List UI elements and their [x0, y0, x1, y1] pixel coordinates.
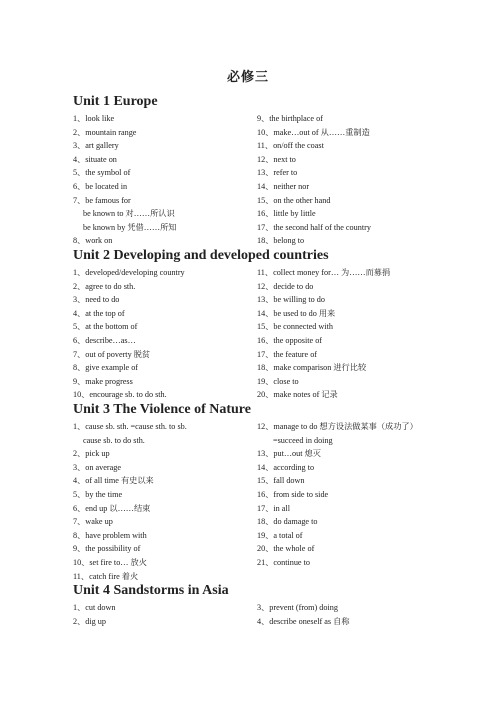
phrase-item: 2、dig up: [73, 616, 106, 626]
phrase-item: 12、manage to do 想方设法做某事（成功了）: [257, 422, 418, 431]
phrase-item: 11、on/off the coast: [257, 141, 324, 151]
unit-heading-1: Unit 1 Europe: [73, 94, 158, 109]
phrase-item: 1、developed/developing country: [73, 268, 185, 277]
unit-1-left-column: [73, 112, 253, 248]
phrase-item: 7、out of poverty 脱贫: [73, 349, 151, 359]
phrase-item: 13、refer to: [257, 168, 298, 178]
unit-heading-4: Unit 4 Sandstorms in Asia: [73, 583, 229, 598]
phrase-item: 5、the symbol of: [73, 168, 131, 178]
phrase-item: 15、fall down: [257, 476, 305, 486]
unit-3-right-column: [257, 420, 457, 570]
phrase-item: 7、wake up: [73, 517, 113, 527]
phrase-item: 4、of all time 有史以来: [73, 476, 154, 486]
unit-1-right-column: [257, 112, 457, 248]
unit-heading-2: Unit 2 Developing and developed countries: [73, 248, 329, 263]
phrase-item: 11、collect money for… 为……而募捐: [257, 268, 391, 277]
phrase-item: 1、cause sb. sth. =cause sth. to sb.: [73, 422, 187, 431]
phrase-item: be known by 凭借……所知: [83, 222, 177, 232]
phrase-item: 2、mountain range: [73, 127, 137, 137]
phrase-item: 19、a total of: [257, 530, 303, 540]
phrase-item: 2、pick up: [73, 449, 110, 459]
unit-2-left-column: [73, 266, 253, 402]
phrase-item: be known to 对……所认识: [83, 209, 175, 219]
phrase-item: 6、describe…as…: [73, 335, 136, 345]
phrase-item: 20、make notes of 记录: [257, 390, 338, 400]
phrase-item: 4、at the top of: [73, 308, 125, 318]
phrase-item: 17、in all: [257, 503, 290, 513]
phrase-item: 6、be located in: [73, 181, 128, 191]
phrase-item: 1、cut down: [73, 603, 116, 612]
phrase-item: 5、at the bottom of: [73, 322, 138, 332]
unit-4-left-column: [73, 601, 253, 628]
phrase-item: 8、work on: [73, 236, 113, 246]
phrase-item: 1、look like: [73, 114, 115, 123]
phrase-item: 8、give example of: [73, 363, 139, 373]
phrase-item: 7、be famous for: [73, 195, 131, 205]
unit-4-right-column: [257, 601, 457, 628]
phrase-item: =succeed in doing: [273, 435, 333, 445]
unit-2-right-column: [257, 266, 457, 402]
phrase-item: 18、make comparison 进行比较: [257, 363, 367, 373]
page-title: 必修三: [226, 69, 269, 84]
unit-3-left-column: [73, 420, 253, 583]
phrase-item: 9、make progress: [73, 376, 133, 386]
phrase-item: 4、describe oneself as 自称: [257, 616, 350, 626]
phrase-item: 10、set fire to… 放火: [73, 557, 147, 567]
phrase-item: 3、art gallery: [73, 141, 119, 151]
phrase-item: 11、catch fire 着火: [73, 571, 139, 581]
phrase-item: 14、neither nor: [257, 181, 310, 191]
phrase-item: 12、next to: [257, 154, 296, 164]
phrase-item: 8、have problem with: [73, 530, 147, 540]
phrase-item: 13、put…out 熄灭: [257, 449, 321, 459]
phrase-item: 18、do damage to: [257, 517, 318, 527]
phrase-item: 6、end up 以……结束: [73, 503, 151, 513]
phrase-item: 10、encourage sb. to do sth.: [73, 390, 167, 400]
phrase-item: 17、the second half of the country: [257, 222, 371, 232]
phrase-item: 13、be willing to do: [257, 295, 325, 305]
phrase-item: 16、from side to side: [257, 489, 329, 499]
phrase-item: 17、the feature of: [257, 349, 318, 359]
phrase-item: 3、prevent (from) doing: [257, 603, 338, 612]
phrase-item: 16、little by little: [257, 209, 316, 219]
phrase-item: cause sb. to do sth.: [83, 435, 145, 445]
phrase-item: 20、the whole of: [257, 544, 315, 554]
phrase-item: 19、close to: [257, 376, 299, 386]
phrase-item: 9、the birthplace of: [257, 114, 323, 123]
phrase-item: 3、on average: [73, 462, 121, 472]
phrase-item: 2、agree to do sth.: [73, 281, 136, 291]
phrase-item: 14、according to: [257, 462, 315, 472]
phrase-item: 4、situate on: [73, 154, 117, 164]
phrase-item: 21、continue to: [257, 557, 310, 567]
phrase-item: 14、be used to do 用来: [257, 308, 336, 318]
phrase-item: 16、the opposite of: [257, 335, 323, 345]
phrase-item: 12、decide to do: [257, 281, 314, 291]
phrase-item: 3、need to do: [73, 295, 120, 305]
unit-heading-3: Unit 3 The Violence of Nature: [73, 402, 251, 417]
phrase-item: 10、make…out of 从……重制造: [257, 127, 370, 137]
phrase-item: 5、by the time: [73, 489, 123, 499]
phrase-item: 18、belong to: [257, 236, 305, 246]
phrase-item: 15、on the other hand: [257, 195, 331, 205]
phrase-item: 15、be connected with: [257, 322, 333, 332]
phrase-item: 9、the possibility of: [73, 544, 141, 554]
